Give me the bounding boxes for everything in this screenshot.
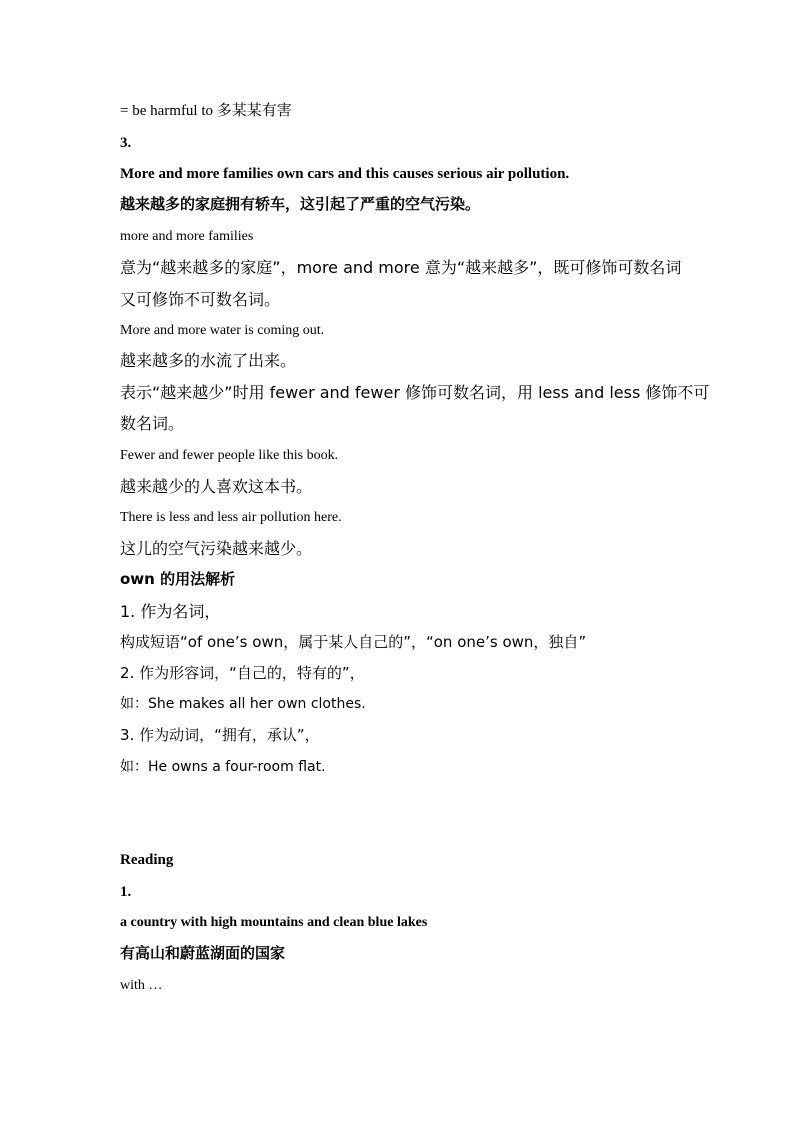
- example-sentence: More and more water is coming out.: [120, 323, 325, 338]
- list-item: 2. 作为形容词，“自己的，特有的”，: [120, 664, 365, 682]
- explanation-line: 表示“越来越少”时用 fewer and fewer 修饰可数名词，用 less and less 修饰不可: [120, 383, 710, 402]
- example-translation: 这儿的空气污染越来越少。: [120, 539, 313, 558]
- example-translation: 越来越少的人喜欢这本书。: [120, 477, 313, 496]
- example-phrase: a country with high mountains and clean blue lakes: [120, 915, 428, 930]
- list-item: 1. 作为名词，: [120, 602, 221, 621]
- example-sentence: There is less and less air pollution here.: [120, 510, 342, 525]
- explanation-line: 构成短语“of one’s own，属于某人自己的”，“on one’s own，独自”: [120, 633, 587, 651]
- explanation-line: 数名词。: [120, 414, 185, 433]
- example-translation: 有高山和蔚蓝湖面的国家: [120, 944, 286, 962]
- phrase: with …: [120, 978, 163, 993]
- list-item: 3. 作为动词，“拥有，承认”，: [120, 726, 320, 744]
- example-sentence: Fewer and fewer people like this book.: [120, 448, 339, 463]
- explanation-line: 又可修饰不可数名词。: [120, 290, 281, 309]
- example-sentence: 如：He owns a four-room flat.: [120, 759, 326, 775]
- example-sentence: More and more families own cars and this causes serious air pollution.: [120, 166, 570, 182]
- example-translation: 越来越多的家庭拥有轿车，这引起了严重的空气污染。: [120, 195, 481, 213]
- explanation-line: 意为“越来越多的家庭”，more and more 意为“越来越多”，既可修饰可数名词: [120, 258, 682, 277]
- section-number: 1.: [120, 884, 132, 900]
- example-sentence: 如：She makes all her own clothes.: [120, 696, 366, 712]
- text-line: = be harmful to 多某某有害: [120, 103, 292, 119]
- section-heading: own 的用法解析: [120, 570, 236, 588]
- section-heading: Reading: [120, 852, 174, 868]
- example-translation: 越来越多的水流了出来。: [120, 351, 297, 370]
- phrase: more and more families: [120, 229, 254, 244]
- section-number: 3.: [120, 135, 132, 151]
